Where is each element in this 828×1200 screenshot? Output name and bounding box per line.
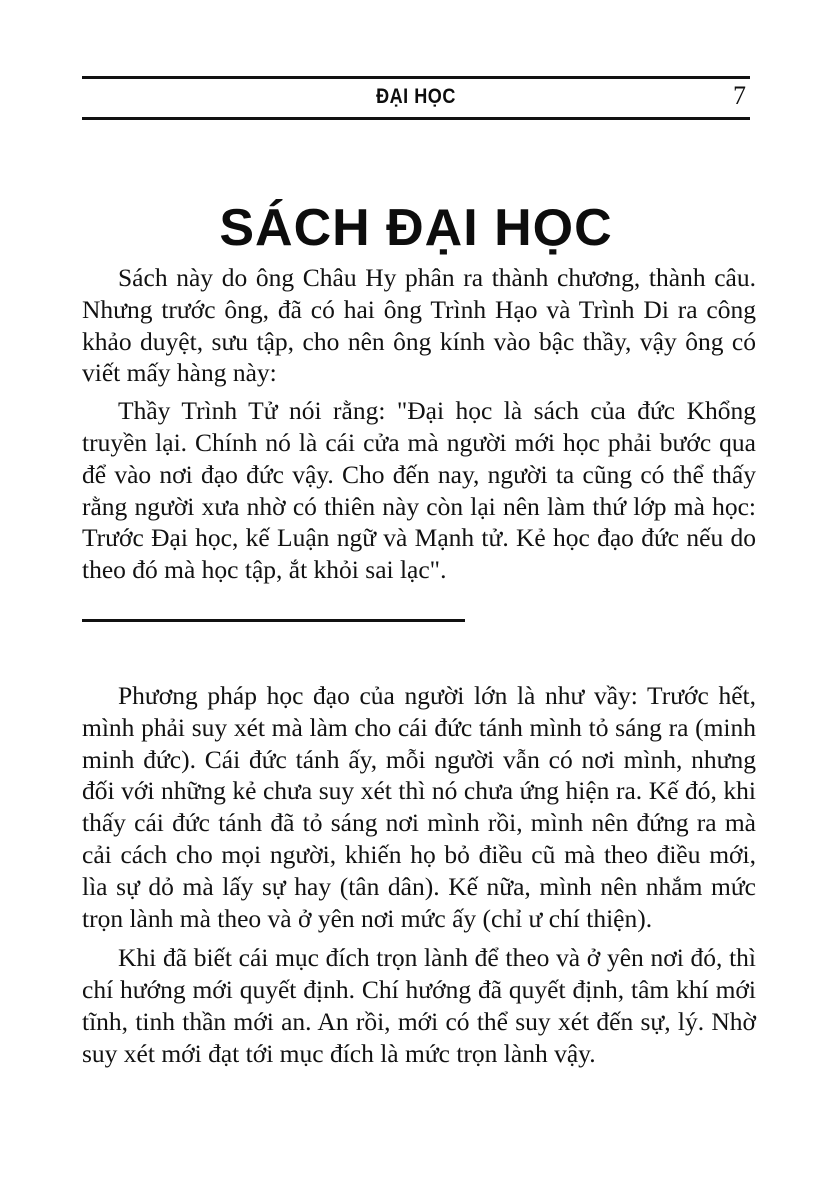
paragraph: Khi đã biết cái mục đích trọn lành để theo và ở yên nơi đó, thì chí hướng mới quyết định. Chí hướng đã quyết định, tâm khí mới tĩnh, tinh thần mới an. An rồi, mới có thể suy xét đến sự, lý. Nhờ suy xét mới đạt tới mục đích là mức trọn lành vậy.: [82, 943, 756, 1068]
body-lower: [82, 680, 756, 1070]
running-header-title: ĐẠI HỌC: [376, 85, 456, 108]
page-title: SÁCH ĐẠI HỌC: [219, 198, 613, 257]
running-header: [82, 76, 750, 120]
paragraph: Sách này do ông Châu Hy phân ra thành chương, thành câu. Nhưng trước ông, đã có hai ông Trình Hạo và Trình Di ra công khảo duyệt, sưu tập, cho nên ông kính vào bậc thầy, vậy ông có viết mấy hàng này:: [82, 263, 756, 388]
header-content: [82, 79, 750, 117]
section-divider-rule: [82, 619, 465, 622]
body-upper: [82, 262, 756, 586]
paragraph: Thầy Trình Tử nói rằng: "Đại học là sách của đức Khổng truyền lại. Chính nó là cái cửa mà người mới học phải bước qua để vào nơi đạo đức vậy. Cho đến nay, người ta cũng có thể thấy rằng người xưa nhờ có thiên này còn lại nên làm thứ lớp mà học: Trước Đại học, kế Luận ngữ và Mạnh tử. Kẻ học đạo đức nếu do theo đó mà học tập, ắt khỏi sai lạc".: [82, 396, 756, 585]
header-rule-bottom: [82, 117, 750, 120]
page-number: 7: [733, 81, 746, 110]
paragraph: Phương pháp học đạo của người lớn là như vầy: Trước hết, mình phải suy xét mà làm cho cái đức tánh mình tỏ sáng ra (minh minh đức). Cái đức tánh ấy, mỗi người vẫn có nơi mình, nhưng đối với những kẻ chưa suy xét thì nó chưa ứng hiện ra. Kế đó, khi thấy cái đức tánh đã tỏ sáng nơi mình rồi, mình nên đứng ra mà cải cách cho mọi người, khiến họ bỏ điều cũ mà theo điều mới, lìa sự dỏ mà lấy sự hay (tân dân). Kế nữa, mình nên nhắm mức trọn lành mà theo và ở yên nơi mức ấy (chỉ ư chí thiện).: [82, 681, 756, 933]
